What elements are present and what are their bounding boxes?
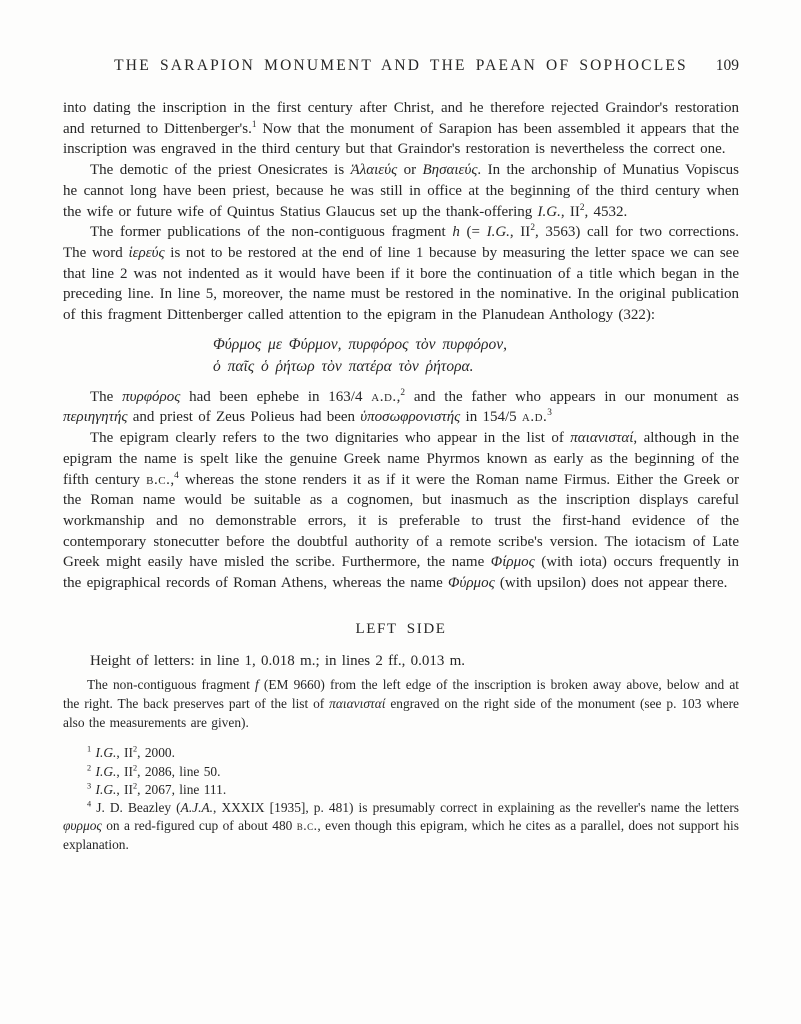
footnote-2: $^2$ I.G., $II^2$, 2086, line 50. [87,763,221,779]
epigram-line-2: ὁ παῖς ὁ ῥήτωρ τὸν πατέρα τὸν ῥήτορα. [213,357,474,375]
paragraph-demotic: The demotic of the priest Onesicrates is Ἁλαιεύς or Βησαιεύς. In the archonship of Munatius Vopiscus he cannot long have been priest, because he was still in office at the beginning of the third century when the wife or future wife of Quintus Statius Glaucus set up the thank-offering I.G., $II^2$, 4532. [63,162,740,220]
paragraph-epigram-interpretation: The epigram clearly refers to the two dignitaries who appear in the list of παιανισταί, although in the epigram the name is spelt like the genuine Greek name Phyrmos known as early as the beginning of the fifth century b.c.,$^4$ whereas the stone renders it as if it were the Roman name Firmus. Either the Greek or the Roman name would be suitable as a cognomen, but inasmuch as the inscription displays careful workmanship and no demonstrable errors, it is preferable to trust the first-hand evidence of the contemporary stonecutter before the doubtful authority of a remote scribe's version. The iotacism of Late Greek might easily have misled the scribe. Furthermore, the name Φίρμος (with iota) occurs frequently in the epigraphical records of Roman Athens, whereas the name Φύρμος (with upsilon) does not appear there. [63,430,739,592]
section-heading-left-side: LEFT SIDE [355,620,447,637]
footnote-3: $^3$ I.G., $II^2$, 2067, line 111. [87,781,227,797]
paragraph-fragment-f-note: The non-contiguous fragment f (EM 9660) from the left edge of the inscription is broken away above, below and at the right. The back preserves part of the list of παιανισταί engraved on the right side of the monument (see p. 103 where also the measurements are given). [63,677,740,730]
epigram-block [213,334,739,378]
paragraph-intro-continuation: into dating the inscription in the first century after Christ, and he therefore rejected Graindor's restoration and returned to Dittenberger's.$^1$ Now that the monument of Sarapion has been assembled it appears that the inscription was engraved in the third century but that Graindor's restoration is nevertheless the correct one. [63,100,739,158]
paragraph-pyrphoros: The πυρφόρος had been ephebe in 163/4 a.d.,$^2$ and the father who appears in our monument as περιηγητής and priest of Zeus Polieus had been ὑποσωφρονιστής in 154/5 a.d.$^3$ [63,387,739,426]
page-header [63,57,739,77]
footnote-4: $^4$ J. D. Beazley (A.J.A., XXXIX [1935], p. 481) is presumably correct in explaining as the reveller's name the letters φυρμος on a red-figured cup of about 480 b.c., even though this epigram, which he cites as a parallel, does not support his explanation. [63,799,739,852]
footnotes [63,744,739,854]
paragraph-fragment-h: The former publications of the non-contiguous fragment h (= I.G., $II^2$, 3563) call for two corrections. The word ἱερεύς is not to be restored at the end of line 1 because by measuring the letter space we can see that line 2 was not indented as it would have been if it bore the continuation of a title which began in the preceding line. In line 5, moreover, the name must be restored in the nominative. In the original publication of this fragment Dittenberger called attention to the epigram in the Planudean Anthology (322): [63,223,739,324]
running-title: THE SARAPION MONUMENT AND THE PAEAN OF SOPHOCLES [114,57,688,74]
page-number: 109 [715,57,739,74]
epigram-line-1: Φύρμος με Φύρμον, πυρφόρος τὸν πυρφόρον, [213,335,507,353]
paragraph-letter-heights: Height of letters: in line 1, 0.018 m.; in lines 2 ff., 0.013 m. [90,652,466,669]
footnote-1: $^1$ I.G., $II^2$, 2000. [87,744,175,761]
